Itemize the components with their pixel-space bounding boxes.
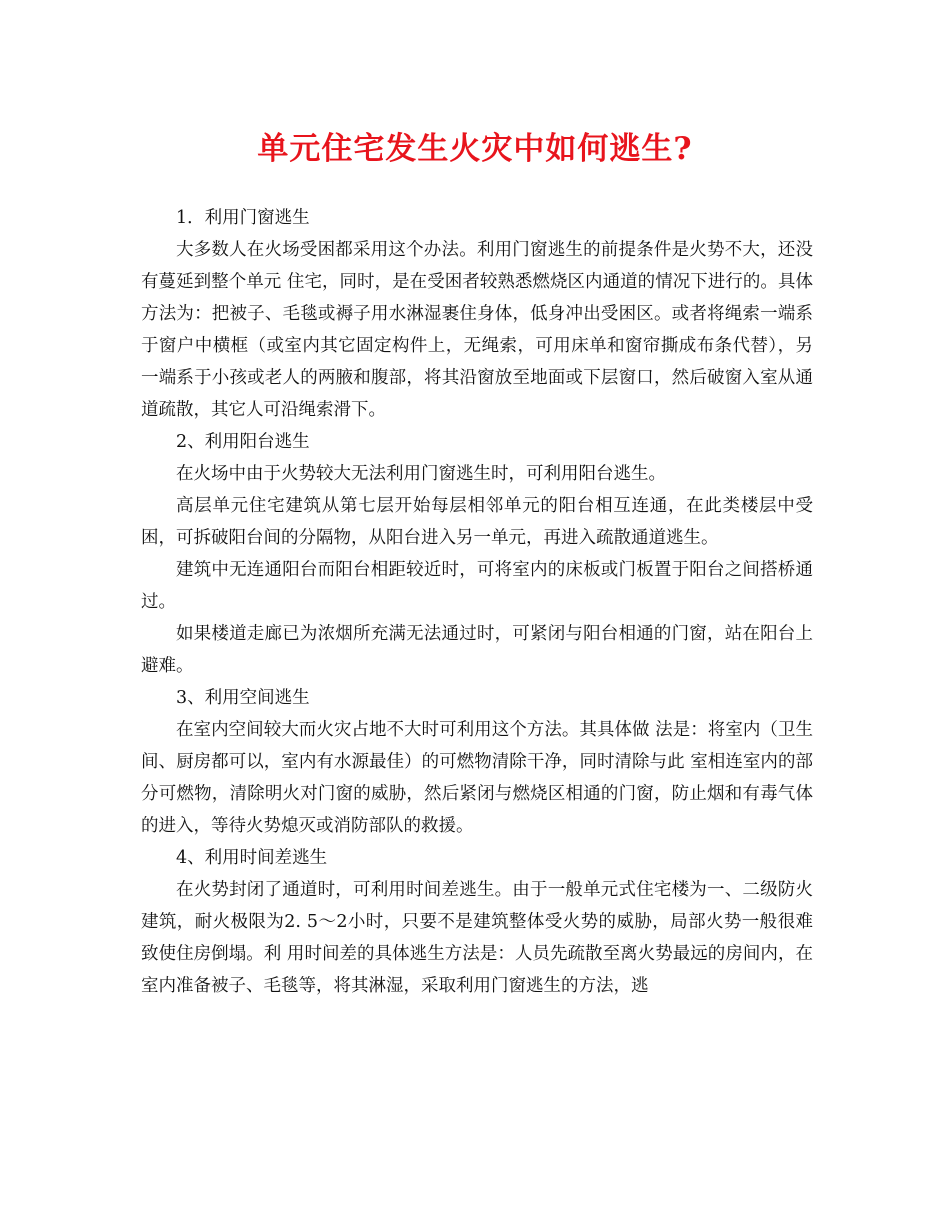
paragraph: 高层单元住宅建筑从第七层开始每层相邻单元的阳台相互连通，在此类楼层中受困，可拆破阳台间的分隔物，从阳台进入另一单元，再进入疏散通道逃生。 (141, 496, 813, 548)
document-title: 单元住宅发生火灾中如何逃生? (257, 131, 693, 167)
document-body (141, 202, 813, 1002)
paragraph: 在火场中由于火势较大无法利用门窗逃生时，可利用阳台逃生。 (176, 464, 666, 484)
paragraph: 大多数人在火场受困都采用这个办法。利用门窗逃生的前提条件是火势不大，还没有蔓延到整个单元 住宅，同时，是在受困者较熟悉燃烧区内通道的情况下进行的。具体方法为：把被子、毛毯或褥子用水淋湿裹住身体，低身冲出受困区。或者将绳索一端系于窗户中横框（或室内其它固定构件上，无绳索，可用床单和窗帘撕成布条代替），另一端系于小孩或老人的两腋和腹部，将其沿窗放至地面或下层窗口，然后破窗入室从通道疏散，其它人可沿绳索滑下。 (141, 240, 813, 420)
paragraph: 如果楼道走廊已为浓烟所充满无法通过时，可紧闭与阳台相通的门窗，站在阳台上避难。 (141, 624, 813, 676)
paragraph: 在室内空间较大而火灾占地不大时可利用这个方法。其具体做 法是：将室内（卫生间、厨房都可以，室内有水源最佳）的可燃物清除干净，同时清除与此 室相连室内的部分可燃物，清除明火对门窗的威胁，然后紧闭与燃烧区相通的门窗，防止烟和有毒气体的进入，等待火势熄灭或消防部队的救援。 (141, 720, 813, 836)
section-heading-time: 4、利用时间差逃生 (176, 848, 328, 868)
section-heading-door-window: 1．利用门窗逃生 (176, 208, 310, 228)
section-heading-balcony: 2、利用阳台逃生 (176, 432, 310, 452)
section-heading-space: 3、利用空间逃生 (176, 688, 310, 708)
paragraph: 建筑中无连通阳台而阳台相距较近时，可将室内的床板或门板置于阳台之间搭桥通过。 (141, 560, 813, 612)
paragraph: 在火势封闭了通道时，可利用时间差逃生。由于一般单元式住宅楼为一、二级防火建筑，耐火极限为2. 5～2小时，只要不是建筑整体受火势的威胁，局部火势一般很难致使住房倒塌。利 用时间差的具体逃生方法是：人员先疏散至离火势最远的房间内，在室内准备被子、毛毯等，将其淋湿，采取利用门窗逃生的方法，逃 (141, 880, 813, 996)
